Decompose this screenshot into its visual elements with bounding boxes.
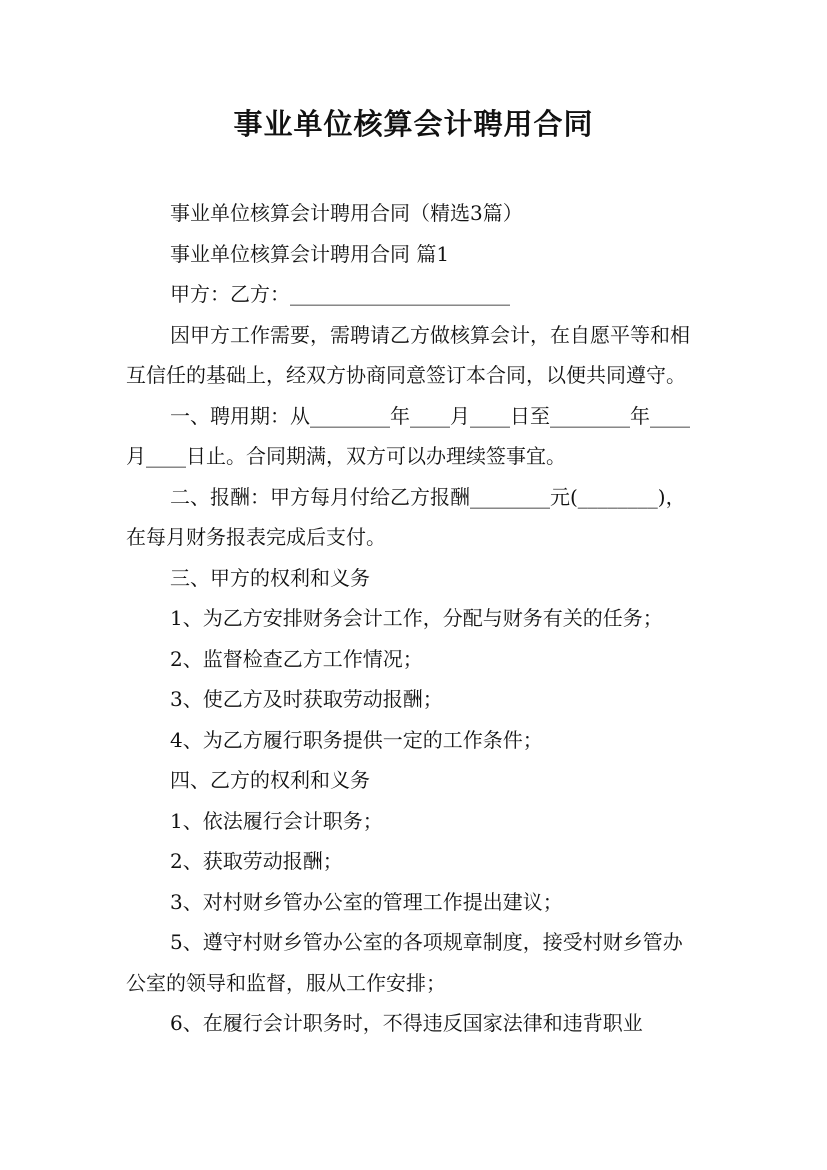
paragraph-term: 一、聘用期：从________年____月____日至________年____月____日止。合同期满，双方可以办理续签事宜。 <box>126 403 690 468</box>
paragraph-remuneration: 二、报酬：甲方每月付给乙方报酬________元(________)，在每月财务报表完成后支付。 <box>126 484 686 549</box>
paragraph-party-b-heading: 四、乙方的权利和义务 <box>170 768 370 792</box>
paragraph-party-a-item-1: 1、为乙方安排财务会计工作，分配与财务有关的任务； <box>170 606 663 630</box>
paragraph-party-b-item-1: 1、依法履行会计职务； <box>170 808 383 833</box>
paragraph-preamble: 因甲方工作需要，需聘请乙方做核算会计，在自愿平等和相互信任的基础上，经双方协商同意签订本合同，以便共同遵守。 <box>126 322 690 387</box>
paragraph-party-a-heading: 三、甲方的权利和义务 <box>170 565 370 590</box>
paragraph-party-b-item-2: 2、获取劳动报酬； <box>170 849 343 873</box>
paragraph-subtitle: 事业单位核算会计聘用合同（精选3篇） <box>170 201 523 225</box>
paragraph-party-b-item-3: 3、对村财乡管办公室的管理工作提出建议； <box>170 889 563 914</box>
paragraph-party-b-item-5: 5、遵守村财乡管办公室的各项规章制度，接受村财乡管办公室的领导和监督，服从工作安排； <box>126 930 683 995</box>
paragraph-party-a-item-2: 2、监督检查乙方工作情况； <box>170 646 423 671</box>
paragraph-parties: 甲方：乙方：______________________ <box>170 282 510 306</box>
paragraph-party-a-item-3: 3、使乙方及时获取劳动报酬； <box>170 687 443 711</box>
document-title: 事业单位核算会计聘用合同 <box>233 107 594 141</box>
paragraph-section-heading: 事业单位核算会计聘用合同 篇1 <box>170 241 450 266</box>
paragraph-party-b-item-6: 6、在履行会计职务时，不得违反国家法律和违背职业 <box>170 1011 643 1035</box>
paragraph-party-a-item-4: 4、为乙方履行职务提供一定的工作条件； <box>170 727 543 752</box>
